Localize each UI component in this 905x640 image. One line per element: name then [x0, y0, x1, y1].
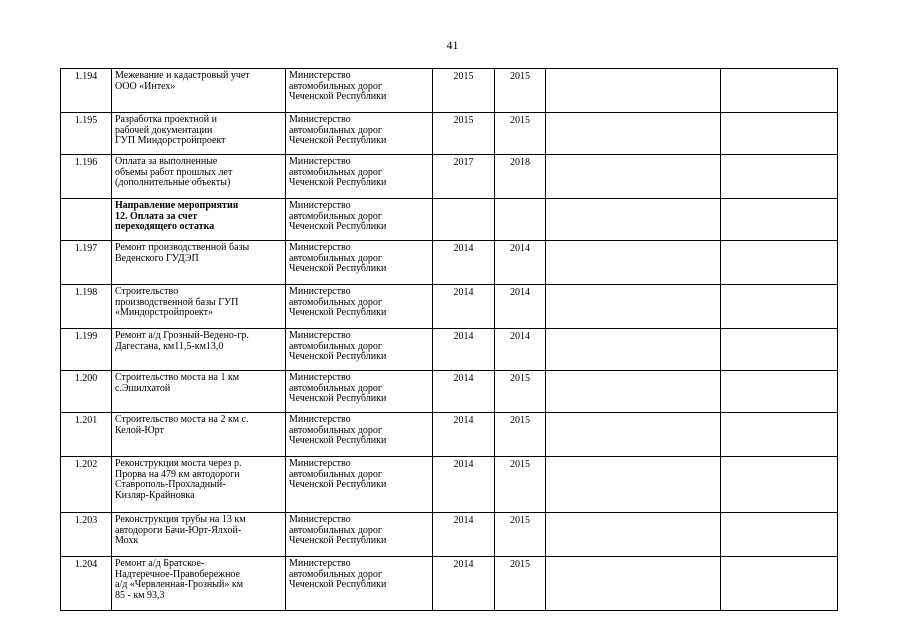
- activity-title-line: Надтеречное-Правобережное: [115, 568, 240, 580]
- executor-line: Министерство: [289, 114, 351, 125]
- row-number: 1.198: [61, 285, 112, 329]
- end-year: 2015: [495, 113, 546, 155]
- table-row: [61, 113, 838, 155]
- row-number: 1.201: [61, 413, 112, 457]
- empty-cell: [546, 513, 721, 557]
- empty-cell: [546, 371, 721, 413]
- activity-title: [112, 329, 286, 371]
- activity-title-line: Мохк: [115, 535, 139, 546]
- end-year: 2015: [495, 371, 546, 413]
- executor-line: Министерство: [289, 156, 351, 167]
- activity-title-line: Ремонт а/д Братское-: [115, 558, 205, 569]
- activity-title-line: Направление мероприятия: [115, 200, 239, 211]
- row-number: 1.195: [61, 113, 112, 155]
- empty-cell: [546, 457, 721, 513]
- executor-line: Чеченской Республики: [289, 177, 387, 188]
- executor-line: Министерство: [289, 200, 351, 211]
- executor-line: автомобильных дорог: [289, 382, 383, 394]
- activity-title: [112, 557, 286, 611]
- empty-cell: [546, 113, 721, 155]
- table-row: [61, 155, 838, 199]
- empty-cell: [721, 457, 838, 513]
- row-number: 1.196: [61, 155, 112, 199]
- activity-title: [112, 69, 286, 113]
- responsible-executor: [286, 329, 433, 371]
- end-year: [495, 199, 546, 241]
- activity-title: [112, 155, 286, 199]
- activity-title-line: Реконструкция моста через р.: [115, 458, 242, 469]
- activity-title-line: Строительство: [115, 286, 179, 297]
- row-number: 1.204: [61, 557, 112, 611]
- activity-title-line: «Миндорстройпроект»: [115, 307, 213, 318]
- activity-title: [112, 371, 286, 413]
- activity-title: [112, 113, 286, 155]
- table-row: [61, 557, 838, 611]
- table-body: [61, 69, 838, 611]
- empty-cell: [546, 329, 721, 371]
- start-year: 2014: [433, 241, 495, 285]
- executor-line: Чеченской Республики: [289, 307, 387, 318]
- activity-title-line: с.Эшилхатой: [115, 382, 171, 394]
- row-number: 1.199: [61, 329, 112, 371]
- executor-line: автомобильных дорог: [289, 80, 383, 92]
- empty-cell: [721, 557, 838, 611]
- end-year: 2014: [495, 285, 546, 329]
- table-row: [61, 413, 838, 457]
- executor-line: Чеченской Республики: [289, 579, 387, 590]
- responsible-executor: [286, 513, 433, 557]
- activity-title: [112, 199, 286, 241]
- activity-title: [112, 513, 286, 557]
- executor-line: автомобильных дорог: [289, 296, 383, 308]
- executor-line: Министерство: [289, 558, 351, 569]
- executor-line: Министерство: [289, 242, 351, 253]
- start-year: 2014: [433, 557, 495, 611]
- empty-cell: [721, 113, 838, 155]
- responsible-executor: [286, 113, 433, 155]
- executor-line: Чеченской Республики: [289, 479, 387, 490]
- table-row: [61, 241, 838, 285]
- empty-cell: [721, 241, 838, 285]
- responsible-executor: [286, 413, 433, 457]
- executor-line: Чеченской Республики: [289, 263, 387, 274]
- row-number: 1.200: [61, 371, 112, 413]
- empty-cell: [721, 413, 838, 457]
- executor-line: автомобильных дорог: [289, 210, 383, 222]
- row-number: 1.203: [61, 513, 112, 557]
- empty-cell: [546, 557, 721, 611]
- table-row: [61, 513, 838, 557]
- table-row: [61, 371, 838, 413]
- activity-title-line: 85 - км 93,3: [115, 589, 165, 601]
- empty-cell: [546, 413, 721, 457]
- activity-title-line: Ремонт производственной базы: [115, 242, 250, 253]
- start-year: 2014: [433, 285, 495, 329]
- empty-cell: [546, 69, 721, 113]
- responsible-executor: [286, 457, 433, 513]
- start-year: 2014: [433, 371, 495, 413]
- end-year: 2015: [495, 557, 546, 611]
- responsible-executor: [286, 69, 433, 113]
- executor-line: автомобильных дорог: [289, 468, 383, 480]
- empty-cell: [721, 155, 838, 199]
- activity-title-line: автодороги Бачи-Юрт-Ялхой-: [115, 524, 242, 536]
- end-year: 2015: [495, 413, 546, 457]
- activity-title-line: Кизляр-Крайновка: [115, 489, 195, 501]
- activity-title: [112, 457, 286, 513]
- end-year: 2014: [495, 329, 546, 371]
- activity-title-line: Келой-Юрт: [115, 424, 164, 436]
- executor-line: автомобильных дорог: [289, 252, 383, 264]
- executor-line: Чеченской Республики: [289, 91, 387, 102]
- activity-title: [112, 285, 286, 329]
- executor-line: автомобильных дорог: [289, 124, 383, 136]
- activity-title-line: Реконструкция трубы на 13 км: [115, 514, 246, 525]
- start-year: 2014: [433, 329, 495, 371]
- empty-cell: [546, 285, 721, 329]
- end-year: 2015: [495, 513, 546, 557]
- end-year: 2015: [495, 69, 546, 113]
- executor-line: Министерство: [289, 70, 351, 81]
- empty-cell: [721, 371, 838, 413]
- executor-line: автомобильных дорог: [289, 568, 383, 580]
- table-row: [61, 199, 838, 241]
- executor-line: автомобильных дорог: [289, 166, 383, 178]
- activity-title-line: Ставрополь-Прохладный-: [115, 479, 226, 490]
- activity-title: [112, 413, 286, 457]
- responsible-executor: [286, 155, 433, 199]
- empty-cell: [546, 199, 721, 241]
- executor-line: Чеченской Республики: [289, 221, 387, 232]
- responsible-executor: [286, 199, 433, 241]
- activity-title-line: Строительство моста на 2 км с.: [115, 414, 249, 425]
- end-year: 2014: [495, 241, 546, 285]
- start-year: [433, 199, 495, 241]
- activity-title-line: переходящего остатка: [115, 221, 215, 232]
- responsible-executor: [286, 557, 433, 611]
- executor-line: Министерство: [289, 330, 351, 341]
- executor-line: Чеченской Республики: [289, 351, 387, 362]
- start-year: 2017: [433, 155, 495, 199]
- empty-cell: [721, 513, 838, 557]
- empty-cell: [546, 155, 721, 199]
- activity-title-line: производственной базы ГУП: [115, 296, 239, 308]
- activity-title-line: Прорва на 479 км автодороги: [115, 468, 240, 480]
- empty-cell: [721, 199, 838, 241]
- activity-title-line: ООО «Интех»: [115, 80, 176, 92]
- executor-line: Министерство: [289, 372, 351, 383]
- empty-cell: [721, 329, 838, 371]
- table-row: [61, 69, 838, 113]
- row-number: 1.202: [61, 457, 112, 513]
- start-year: 2014: [433, 457, 495, 513]
- table-row: [61, 457, 838, 513]
- row-number: 1.197: [61, 241, 112, 285]
- activity-title-line: а/д «Червленная-Грозный» км: [115, 579, 244, 590]
- activity-title-line: ГУП Миндорстройпроект: [115, 135, 226, 146]
- activity-title-line: Разработка проектной и: [115, 114, 217, 125]
- activity-title-line: Межевание и кадастровый учет: [115, 70, 250, 81]
- table-row: [61, 329, 838, 371]
- executor-line: Чеченской Республики: [289, 393, 387, 404]
- start-year: 2014: [433, 413, 495, 457]
- executor-line: Чеченской Республики: [289, 135, 387, 146]
- executor-line: автомобильных дорог: [289, 424, 383, 436]
- executor-line: Министерство: [289, 458, 351, 469]
- activity-title-line: объемы работ прошлых лет: [115, 166, 233, 178]
- executor-line: Чеченской Республики: [289, 535, 387, 546]
- activity-title: [112, 241, 286, 285]
- end-year: 2015: [495, 457, 546, 513]
- start-year: 2015: [433, 69, 495, 113]
- executor-line: Министерство: [289, 514, 351, 525]
- page-number: 41: [446, 38, 459, 52]
- row-number: 1.194: [61, 69, 112, 113]
- table-row: [61, 285, 838, 329]
- end-year: 2018: [495, 155, 546, 199]
- activity-title-line: Оплата за выполненные: [115, 156, 218, 167]
- executor-line: автомобильных дорог: [289, 340, 383, 352]
- activity-title-line: Веденского ГУДЭП: [115, 252, 199, 264]
- program-table: [60, 68, 838, 611]
- activity-title-line: 12. Оплата за счет: [115, 210, 198, 222]
- executor-line: Министерство: [289, 414, 351, 425]
- row-number: [61, 199, 112, 241]
- activity-title-line: Ремонт а/д Грозный-Ведено-гр.: [115, 330, 249, 341]
- executor-line: Министерство: [289, 286, 351, 297]
- responsible-executor: [286, 285, 433, 329]
- empty-cell: [546, 241, 721, 285]
- activity-title-line: Дагестана, км11,5-км13,0: [115, 340, 224, 352]
- responsible-executor: [286, 241, 433, 285]
- start-year: 2015: [433, 113, 495, 155]
- activity-title-line: рабочей документации: [115, 124, 213, 136]
- activity-title-line: (дополнительные объекты): [115, 177, 231, 188]
- start-year: 2014: [433, 513, 495, 557]
- empty-cell: [721, 69, 838, 113]
- empty-cell: [721, 285, 838, 329]
- executor-line: Чеченской Республики: [289, 435, 387, 446]
- activity-title-line: Строительство моста на 1 км: [115, 372, 240, 383]
- executor-line: автомобильных дорог: [289, 524, 383, 536]
- responsible-executor: [286, 371, 433, 413]
